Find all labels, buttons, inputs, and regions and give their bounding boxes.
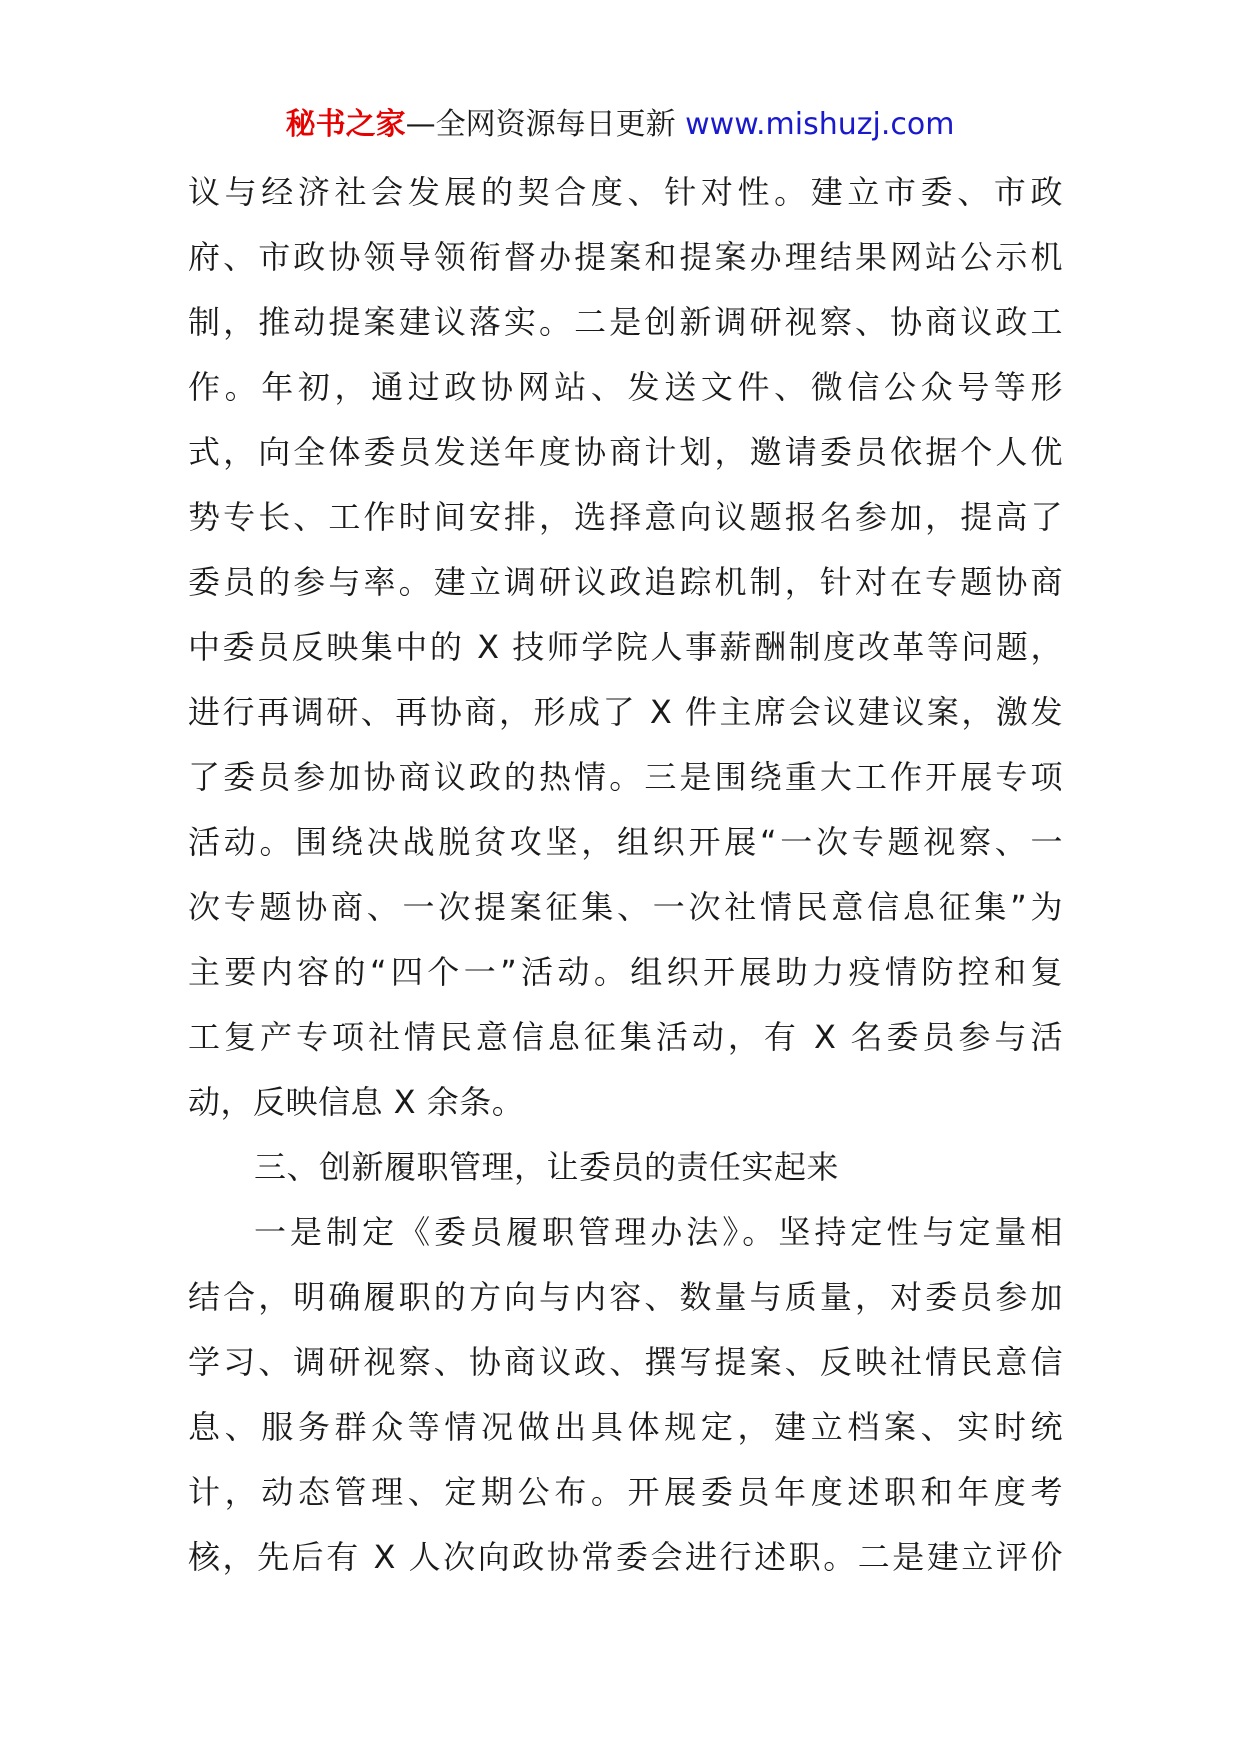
- paragraph-line: 工复产专项社情民意信息征集活动，有 X 名委员参与活: [188, 1018, 1063, 1056]
- paragraph-line: 结合，明确履职的方向与内容、数量与质量，对委员参加: [188, 1278, 1063, 1316]
- site-header: [0, 100, 1240, 150]
- paragraph-line: 了委员参加协商议政的热情。三是围绕重大工作开展专项: [188, 758, 1063, 796]
- paragraph-line: 息、服务群众等情况做出具体规定，建立档案、实时统: [188, 1408, 1063, 1446]
- paragraph-line: 作。年初，通过政协网站、发送文件、微信公众号等形: [188, 368, 1063, 406]
- section-heading: 三、创新履职管理，让委员的责任实起来: [254, 1148, 840, 1186]
- paragraph-line: 一是制定《委员履职管理办法》。坚持定性与定量相: [254, 1213, 1063, 1251]
- site-url-link[interactable]: www.mishuzj.com: [685, 107, 955, 142]
- paragraph-line: 核，先后有 X 人次向政协常委会进行述职。二是建立评价: [188, 1538, 1063, 1576]
- paragraph-line: 委员的参与率。建立调研议政追踪机制，针对在专题协商: [188, 563, 1063, 601]
- paragraph-line: 活动。围绕决战脱贫攻坚，组织开展“一次专题视察、一: [188, 823, 1063, 861]
- paragraph-line: 学习、调研视察、协商议政、撰写提案、反映社情民意信: [188, 1343, 1063, 1381]
- paragraph-line: 府、市政协领导领衔督办提案和提案办理结果网站公示机: [188, 238, 1063, 276]
- brand-name: 秘书之家: [285, 107, 406, 142]
- paragraph-line: 式，向全体委员发送年度协商计划，邀请委员依据个人优: [188, 433, 1063, 471]
- paragraph-line: 计，动态管理、定期公布。开展委员年度述职和年度考: [188, 1473, 1063, 1511]
- paragraph-line: 势专长、工作时间安排，选择意向议题报名参加，提高了: [188, 498, 1063, 536]
- paragraph-line: 中委员反映集中的 X 技师学院人事薪酬制度改革等问题，: [188, 628, 1063, 666]
- paragraph-line: 主要内容的“四个一”活动。组织开展助力疫情防控和复: [188, 953, 1063, 991]
- header-tagline: —全网资源每日更新: [405, 107, 686, 142]
- paragraph-line: 议与经济社会发展的契合度、针对性。建立市委、市政: [188, 173, 1063, 211]
- document-body: [188, 160, 1063, 1590]
- paragraph-line: 制，推动提案建议落实。二是创新调研视察、协商议政工: [188, 303, 1063, 341]
- paragraph-line: 次专题协商、一次提案征集、一次社情民意信息征集”为: [188, 888, 1063, 926]
- paragraph-line: 进行再调研、再协商，形成了 X 件主席会议建议案，激发: [188, 693, 1063, 731]
- paragraph-line: 动，反映信息 X 余条。: [188, 1083, 525, 1121]
